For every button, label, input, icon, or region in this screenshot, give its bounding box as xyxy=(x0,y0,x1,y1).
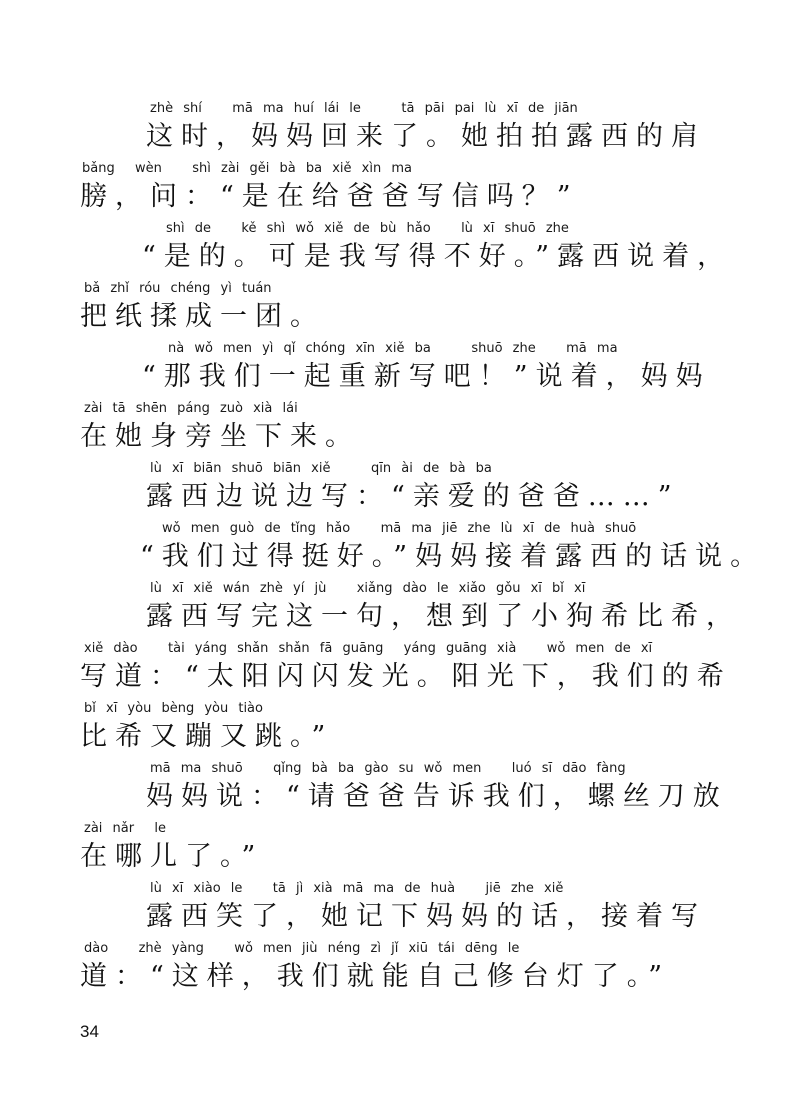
pinyin-annotation: mā ma shuō qǐng bà ba gào su wǒ men luó sī dāo fàng xyxy=(150,761,626,776)
pinyin-annotation: nà wǒ men yì qǐ chóng xīn xiě ba shuō zhe mā ma xyxy=(168,341,618,356)
text-line-2 xyxy=(0,160,800,220)
pinyin-annotation: shì de kě shì wǒ xiě de bù hǎo lù xī shuō zhe xyxy=(166,221,569,236)
text-line-9 xyxy=(0,580,800,640)
text-line-3 xyxy=(0,220,800,280)
chinese-text: 在哪儿了。” xyxy=(80,841,264,872)
pinyin-annotation: zài tā shēn páng zuò xià lái xyxy=(84,401,298,416)
pinyin-annotation: lù xī xiào le tā jì xià mā ma de huà jiē zhe xiě xyxy=(150,881,564,896)
text-line-15 xyxy=(0,940,800,1000)
pinyin-annotation: bǎng wèn shì zài gěi bà ba xiě xìn ma xyxy=(82,161,412,176)
chinese-text: 比希又蹦又跳。” xyxy=(80,721,334,752)
text-line-10 xyxy=(0,640,800,700)
chinese-text: 妈妈说：“请爸爸告诉我们，螺丝刀放 xyxy=(146,781,728,812)
page-number: 34 xyxy=(80,1022,99,1041)
text-line-11 xyxy=(0,700,800,760)
pinyin-annotation: dào zhè yàng wǒ men jiù néng zì jǐ xiū tái dēng le xyxy=(84,941,520,956)
text-line-6 xyxy=(0,400,800,460)
chinese-text: “我们过得挺好。”妈妈接着露西的话说。 xyxy=(140,541,766,572)
text-line-14 xyxy=(0,880,800,940)
chinese-text: 把纸揉成一团。 xyxy=(80,301,325,332)
text-line-5 xyxy=(0,340,800,400)
text-line-4 xyxy=(0,280,800,340)
chinese-text: 写道：“太阳闪闪发光。阳光下，我们的希 xyxy=(80,661,732,692)
chinese-text: 露西笑了，她记下妈妈的话，接着写 xyxy=(146,901,706,932)
chinese-text: “是的。可是我写得不好。”露西说着， xyxy=(142,241,733,272)
chinese-text: 这时，妈妈回来了。她拍拍露西的肩 xyxy=(146,121,706,152)
pinyin-annotation: xiě dào tài yáng shǎn shǎn fā guāng yáng guāng xià wǒ men de xī xyxy=(84,641,653,656)
pinyin-annotation: wǒ men guò de tǐng hǎo mā ma jiē zhe lù xī de huà shuō xyxy=(162,521,637,536)
text-line-13 xyxy=(0,820,800,880)
pinyin-annotation: bǎ zhǐ róu chéng yì tuán xyxy=(84,281,272,296)
text-line-7 xyxy=(0,460,800,520)
pinyin-annotation: lù xī xiě wán zhè yí jù xiǎng dào le xiǎo gǒu xī bǐ xī xyxy=(150,581,586,596)
pinyin-annotation: lù xī biān shuō biān xiě qīn ài de bà ba xyxy=(150,461,492,476)
pinyin-annotation: zài nǎr le xyxy=(84,821,166,836)
text-line-8 xyxy=(0,520,800,580)
chinese-text: 在她身旁坐下来。 xyxy=(80,421,360,452)
pinyin-annotation: bǐ xī yòu bèng yòu tiào xyxy=(84,701,263,716)
chinese-text: 道：“这样，我们就能自己修台灯了。” xyxy=(80,961,671,992)
chinese-text: “那我们一起重新写吧！”说着，妈妈 xyxy=(142,361,711,392)
pinyin-annotation: zhè shí mā ma huí lái le tā pāi pai lù xī de jiān xyxy=(150,101,578,116)
text-line-1 xyxy=(0,100,800,160)
chinese-text: 露西写完这一句，想到了小狗希比希， xyxy=(146,601,741,632)
text-line-12 xyxy=(0,760,800,820)
chinese-text: 露西边说边写：“亲爱的爸爸……” xyxy=(146,481,680,512)
chinese-text: 膀，问：“是在给爸爸写信吗？” xyxy=(80,181,579,212)
